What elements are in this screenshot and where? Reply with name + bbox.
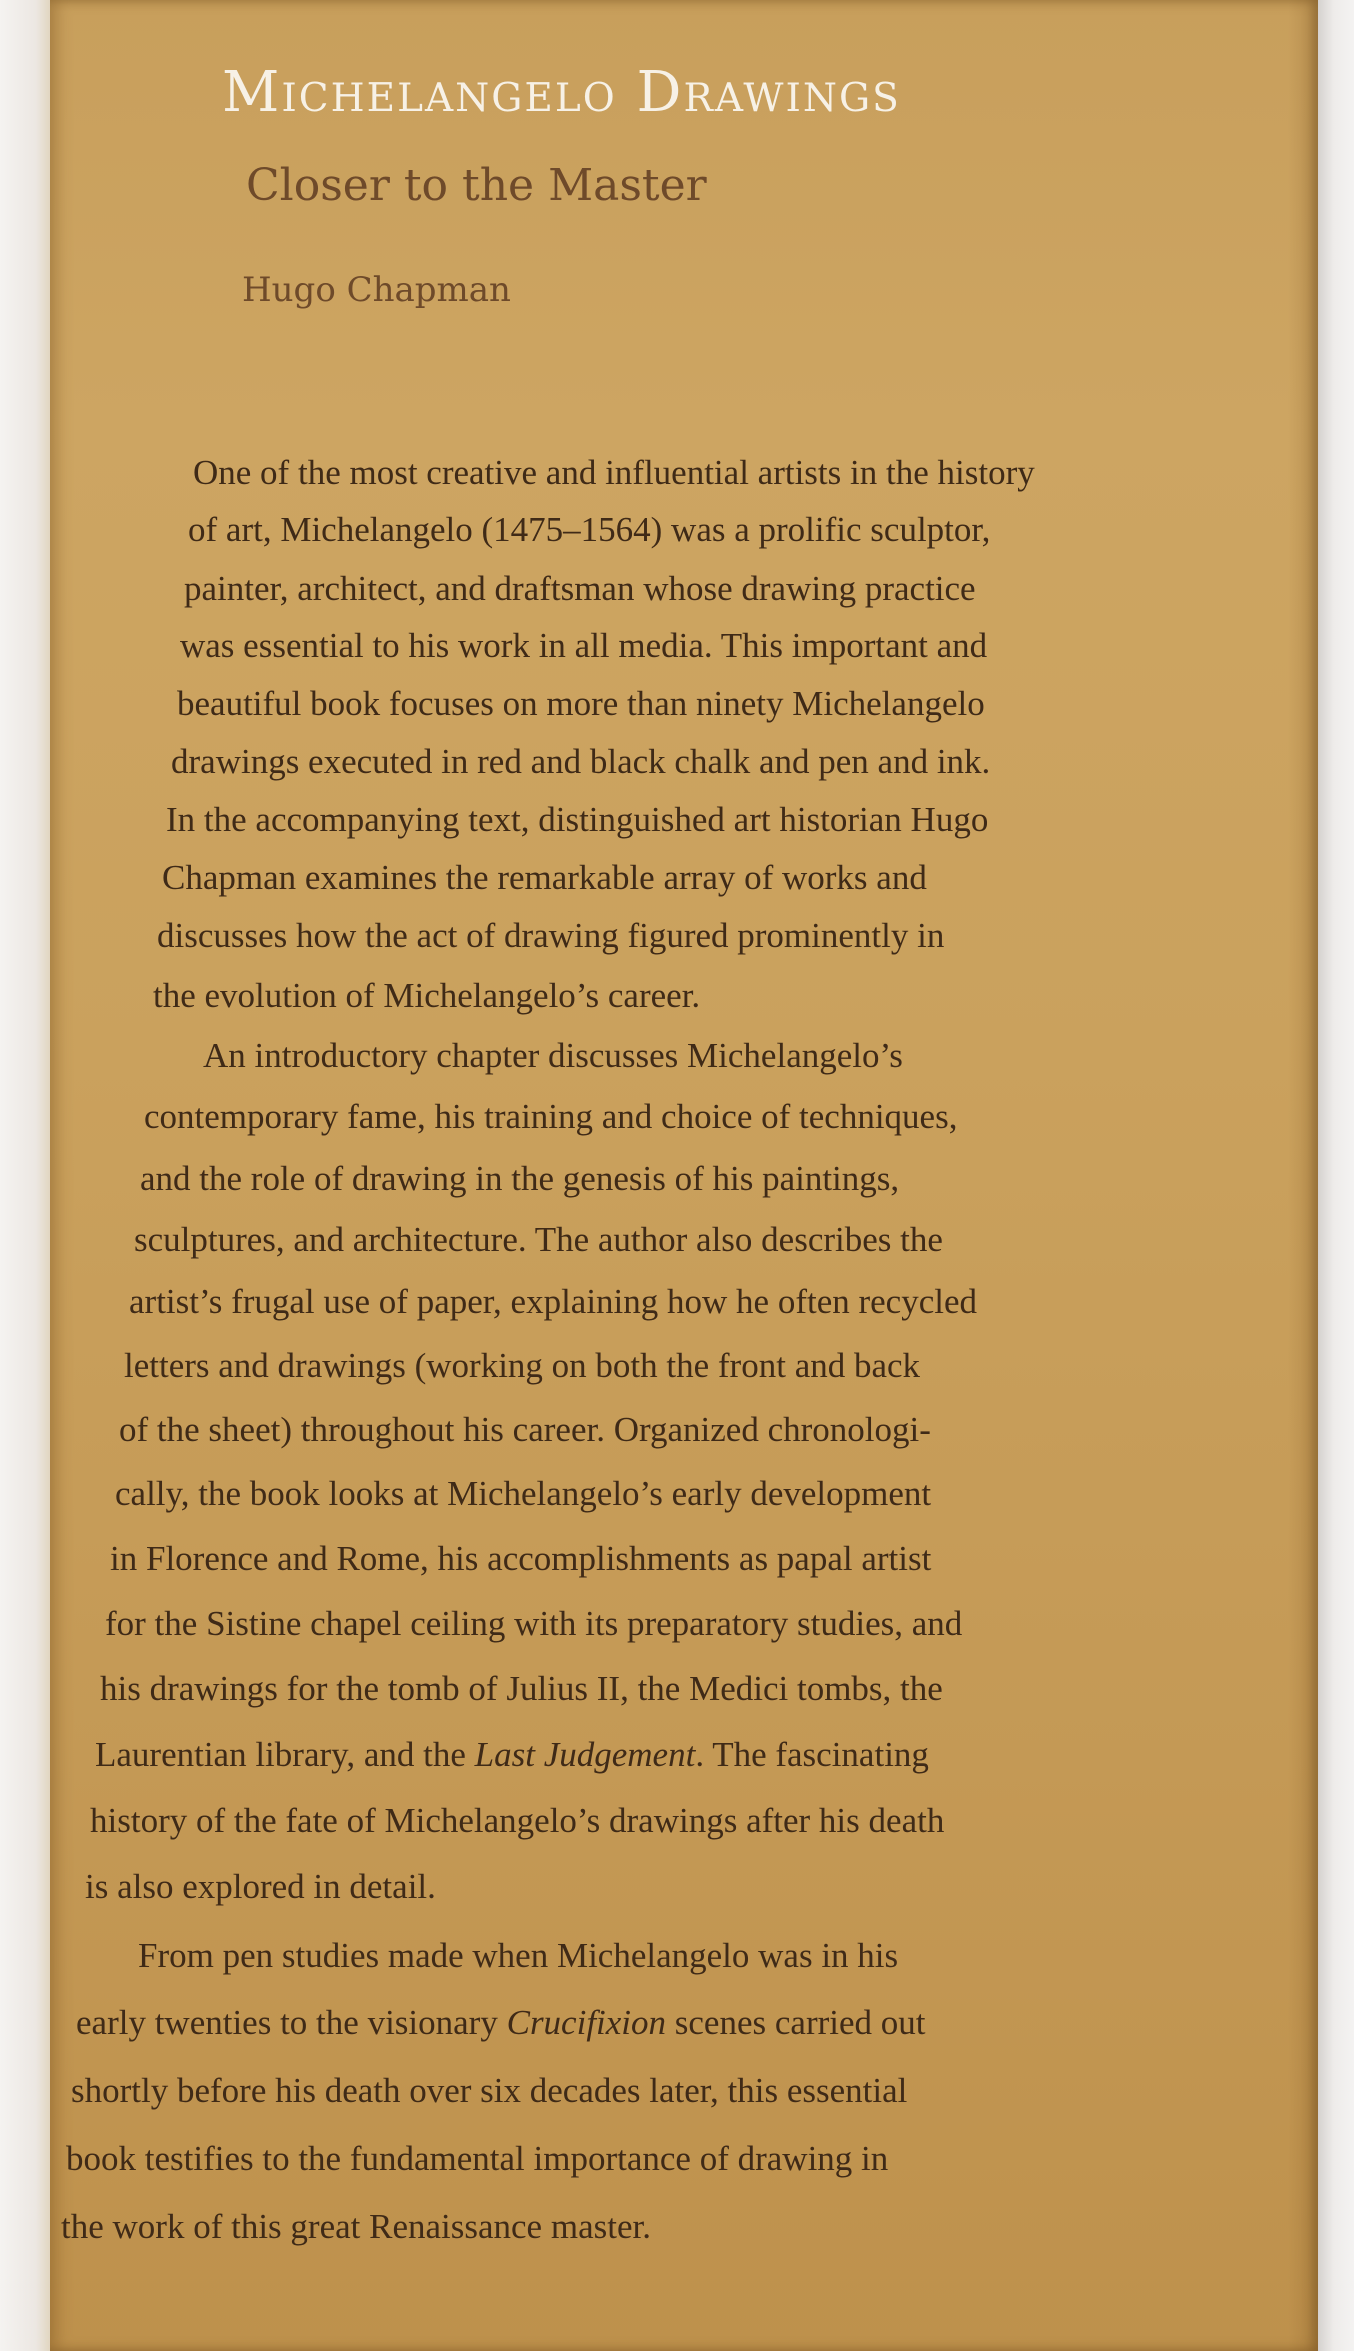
blurb-segment: Laurentian library, and the xyxy=(95,1735,475,1774)
blurb-line: letters and drawings (working on both the front and back xyxy=(124,1346,921,1385)
blurb-line: the work of this great Renaissance master. xyxy=(61,2207,651,2246)
blurb-line: artist’s frugal use of paper, explaining how he often recycled xyxy=(129,1282,978,1321)
blurb-segment: scenes carried out xyxy=(666,2003,926,2042)
book-subtitle: Closer to the Master xyxy=(246,160,707,211)
blurb-line: In the accompanying text, distinguished art historian Hugo xyxy=(166,800,989,839)
book-author: Hugo Chapman xyxy=(242,270,511,310)
blurb-line: From pen studies made when Michelangelo was in his xyxy=(138,1936,899,1975)
blurb-line: in Florence and Rome, his accomplishments as papal artist xyxy=(110,1539,932,1578)
blurb-segment: early twenties to the visionary xyxy=(76,2003,507,2042)
blurb-line: drawings executed in red and black chalk and pen and ink. xyxy=(171,742,991,781)
blurb-line: An introductory chapter discusses Michelangelo’s xyxy=(203,1036,903,1075)
blurb-line: Chapman examines the remarkable array of works and xyxy=(162,858,927,897)
blurb-line: of the sheet) throughout his career. Organized chronologi- xyxy=(119,1410,931,1449)
blurb-line: and the role of drawing in the genesis of his paintings, xyxy=(140,1159,900,1198)
artwork-title-crucifixion: Crucifixion xyxy=(506,2003,667,2042)
artwork-title-last-judgement: Last Judgement xyxy=(474,1735,696,1774)
blurb-line: One of the most creative and influential artists in the history xyxy=(193,453,1035,492)
blurb-line: is also explored in detail. xyxy=(85,1867,436,1906)
book-title: Michelangelo Drawings xyxy=(222,60,901,125)
blurb-line: sculptures, and architecture. The author also describes the xyxy=(134,1220,943,1259)
blurb-line: was essential to his work in all media. This important and xyxy=(180,626,988,665)
blurb-line: discusses how the act of drawing figured prominently in xyxy=(157,916,945,955)
blurb-line: beautiful book focuses on more than ninety Michelangelo xyxy=(177,684,985,723)
blurb-line: history of the fate of Michelangelo’s drawings after his death xyxy=(90,1801,945,1840)
blurb-line: of art, Michelangelo (1475–1564) was a prolific sculptor, xyxy=(188,510,991,549)
page-edge-right xyxy=(1314,0,1354,2351)
blurb-line xyxy=(95,1737,929,1772)
blurb-line: the evolution of Michelangelo’s career. xyxy=(153,976,701,1015)
blurb-line: book testifies to the fundamental importance of drawing in xyxy=(66,2139,889,2178)
blurb-line: painter, architect, and draftsman whose drawing practice xyxy=(184,569,976,608)
blurb-line: cally, the book looks at Michelangelo’s early development xyxy=(115,1474,932,1513)
blurb-segment: . The fascinating xyxy=(695,1735,929,1774)
blurb-line: his drawings for the tomb of Julius II, the Medici tombs, the xyxy=(100,1669,943,1708)
blurb-line xyxy=(76,2005,926,2040)
blurb-line: contemporary fame, his training and choice of techniques, xyxy=(144,1097,958,1136)
blurb-line: for the Sistine chapel ceiling with its preparatory studies, and xyxy=(105,1604,963,1643)
blurb-line: shortly before his death over six decades later, this essential xyxy=(71,2071,908,2110)
